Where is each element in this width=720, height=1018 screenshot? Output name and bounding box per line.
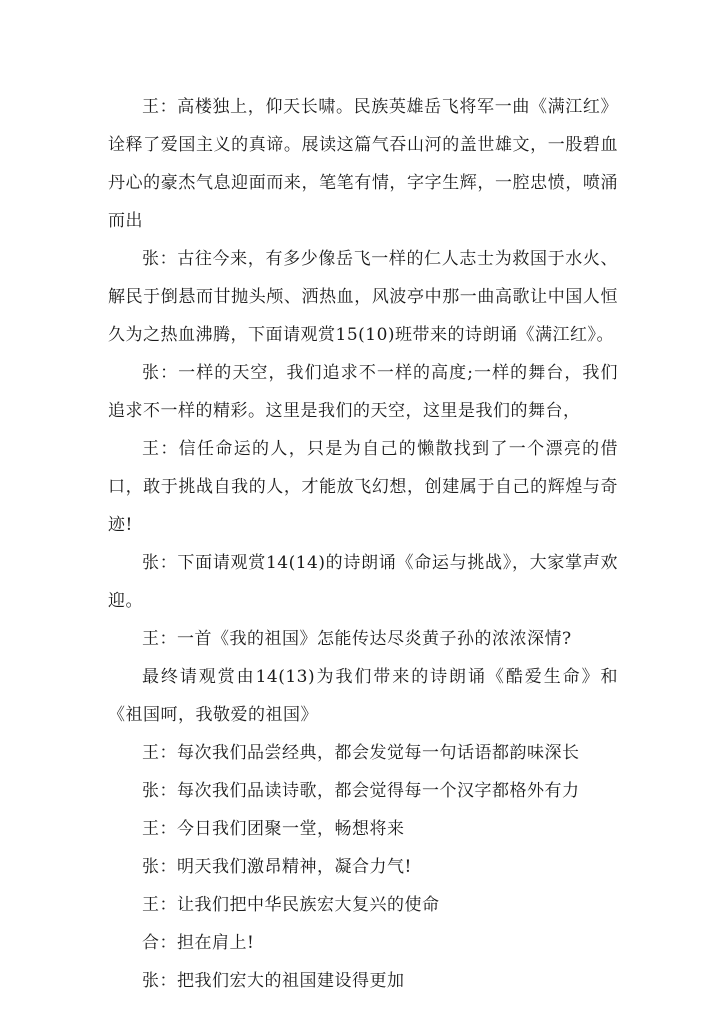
paragraph-wang-3: 王：一首《我的祖国》怎能传达尽炎黄子孙的浓浓深情?	[142, 629, 572, 649]
paragraph-wang-1: 王：高楼独上，仰天长啸。民族英雄岳飞将军一曲《满江红》诠释了爱国主义的真谛。展读这篇气吞山河的盖世雄文，一股碧血丹心的豪杰气息迎面而来，笔笔有情，字字生辉，一腔忠愤，喷涌而出	[108, 97, 618, 231]
paragraph-zhang-5: 张：明天我们激昂精神，凝合力气!	[142, 857, 412, 877]
paragraph-zhang-3: 张：下面请观赏14(14)的诗朗诵《命运与挑战》，大家掌声欢迎。	[108, 553, 618, 611]
paragraph-zhang-4: 张：每次我们品读诗歌，都会觉得每一个汉字都格外有力	[142, 781, 580, 801]
paragraph-wang-6: 王：让我们把中华民族宏大复兴的使命	[142, 895, 440, 915]
paragraph-zhang-2: 张：一样的天空，我们追求不一样的高度;一样的舞台，我们追求不一样的精彩。这里是我们的天空，这里是我们的舞台，	[108, 363, 618, 421]
paragraph-wang-5: 王：今日我们团聚一堂，畅想将来	[142, 819, 405, 839]
paragraph-finale-intro: 最终请观赏由14(13)为我们带来的诗朗诵《酷爱生命》和《祖国呵，我敬爱的祖国》	[108, 667, 618, 725]
paragraph-zhang-1: 张：古往今来，有多少像岳飞一样的仁人志士为救国于水火、解民于倒悬而甘抛头颅、洒热血，风波亭中那一曲高歌让中国人恒久为之热血沸腾，下面请观赏15(10)班带来的诗朗诵《满江红》。	[108, 249, 618, 345]
paragraph-wang-2: 王：信任命运的人，只是为自己的懒散找到了一个漂亮的借口，敢于挑战自我的人，才能放飞幻想，创建属于自己的辉煌与奇迹!	[108, 439, 618, 535]
document-page	[108, 88, 618, 1000]
paragraph-wang-4: 王：每次我们品尝经典，都会发觉每一句话语都韵味深长	[142, 743, 580, 763]
paragraph-together: 合：担在肩上!	[142, 933, 255, 953]
paragraph-zhang-6: 张：把我们宏大的祖国建设得更加	[142, 971, 405, 991]
